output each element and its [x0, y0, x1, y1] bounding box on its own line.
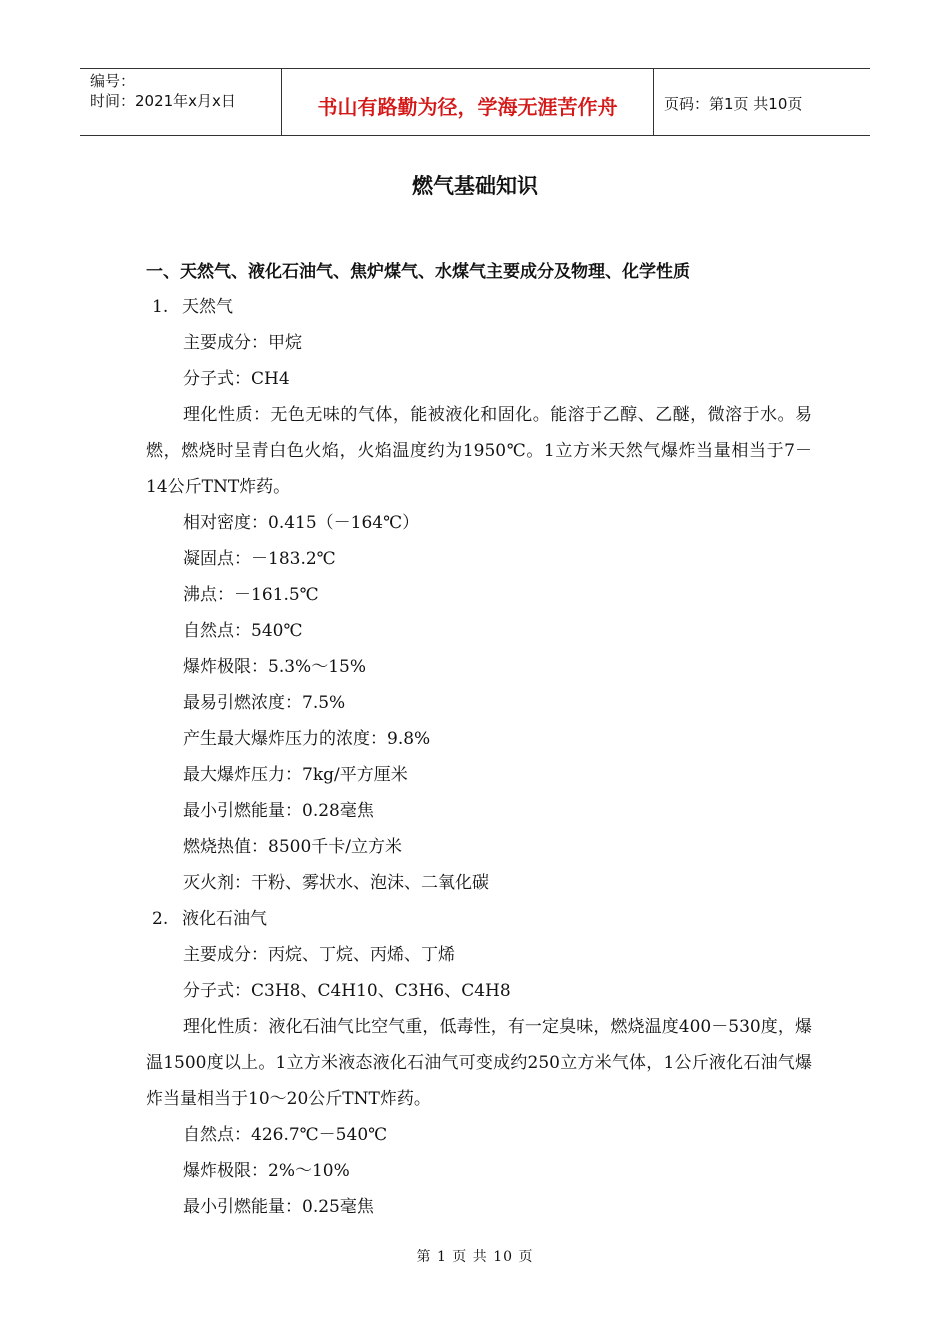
freezing-point-line: 凝固点：－183.2℃: [183, 549, 336, 569]
header-table: [80, 68, 870, 136]
header-motto: 书山有路勤为径，学海无涯苦作舟: [282, 69, 654, 135]
item-name: 液化石油气: [182, 909, 267, 929]
list-item-natural-gas: [146, 289, 812, 325]
max-pressure-line: 最大爆炸压力：7kg/平方厘米: [183, 765, 408, 785]
extinguishing-agent-line: 灭火剂：干粉、雾状水、泡沫、二氧化碳: [183, 873, 489, 893]
item-name: 天然气: [182, 297, 233, 317]
explosion-limit-line: 爆炸极限：2%～10%: [183, 1161, 350, 1181]
item-number: 1.: [152, 297, 169, 317]
autoignition-line: 自然点：426.7℃－540℃: [183, 1125, 388, 1145]
document-body: [146, 256, 812, 1225]
formula-line: 分子式：C3H8、C4H10、C3H6、C4H8: [183, 981, 511, 1001]
formula-line: 分子式：CH4: [183, 369, 290, 389]
easiest-ignition-line: 最易引燃浓度：7.5%: [183, 693, 346, 713]
min-ignition-energy-line: 最小引燃能量：0.25毫焦: [183, 1197, 374, 1217]
composition-line: 主要成分：甲烷: [183, 333, 302, 353]
section-heading: 一、天然气、液化石油气、焦炉煤气、水煤气主要成分及物理、化学性质: [146, 262, 690, 282]
composition-line: 主要成分：丙烷、丁烷、丙烯、丁烯: [183, 945, 455, 965]
page-footer: 第 1 页 共 10 页: [416, 1249, 534, 1265]
max-pressure-concentration-line: 产生最大爆炸压力的浓度：9.8%: [183, 729, 431, 749]
document-title: 燃气基础知识: [412, 174, 538, 198]
explosion-limit-line: 爆炸极限：5.3%～15%: [183, 657, 366, 677]
list-item-lpg: [146, 901, 812, 937]
header-info-cell: [80, 69, 282, 135]
heat-value-line: 燃烧热值：8500千卡/立方米: [183, 837, 402, 857]
density-line: 相对密度：0.415（－164℃）: [183, 513, 420, 533]
item-number: 2.: [152, 909, 169, 929]
properties-paragraph: 理化性质：无色无味的气体，能被液化和固化。能溶于乙醇、乙醚，微溶于水。易燃，燃烧时呈青白色火焰，火焰温度约为1950℃。1立方米天然气爆炸当量相当于7－14公斤TNT炸药。: [146, 405, 812, 497]
header-page-info: 页码：第1页 共10页: [664, 94, 803, 113]
boiling-point-line: 沸点：－161.5℃: [183, 585, 319, 605]
document-time-label: 时间：2021年x月x日: [90, 92, 236, 110]
properties-paragraph: 理化性质：液化石油气比空气重，低毒性，有一定臭味，燃烧温度400－530度，爆温1500度以上。1立方米液态液化石油气可变成约250立方米气体，1公斤液化石油气爆炸当量相当于10～20公斤TNT炸药。: [146, 1017, 812, 1109]
autoignition-line: 自然点：540℃: [183, 621, 303, 641]
min-ignition-energy-line: 最小引燃能量：0.28毫焦: [183, 801, 374, 821]
document-number-label: 编号：: [90, 72, 136, 90]
